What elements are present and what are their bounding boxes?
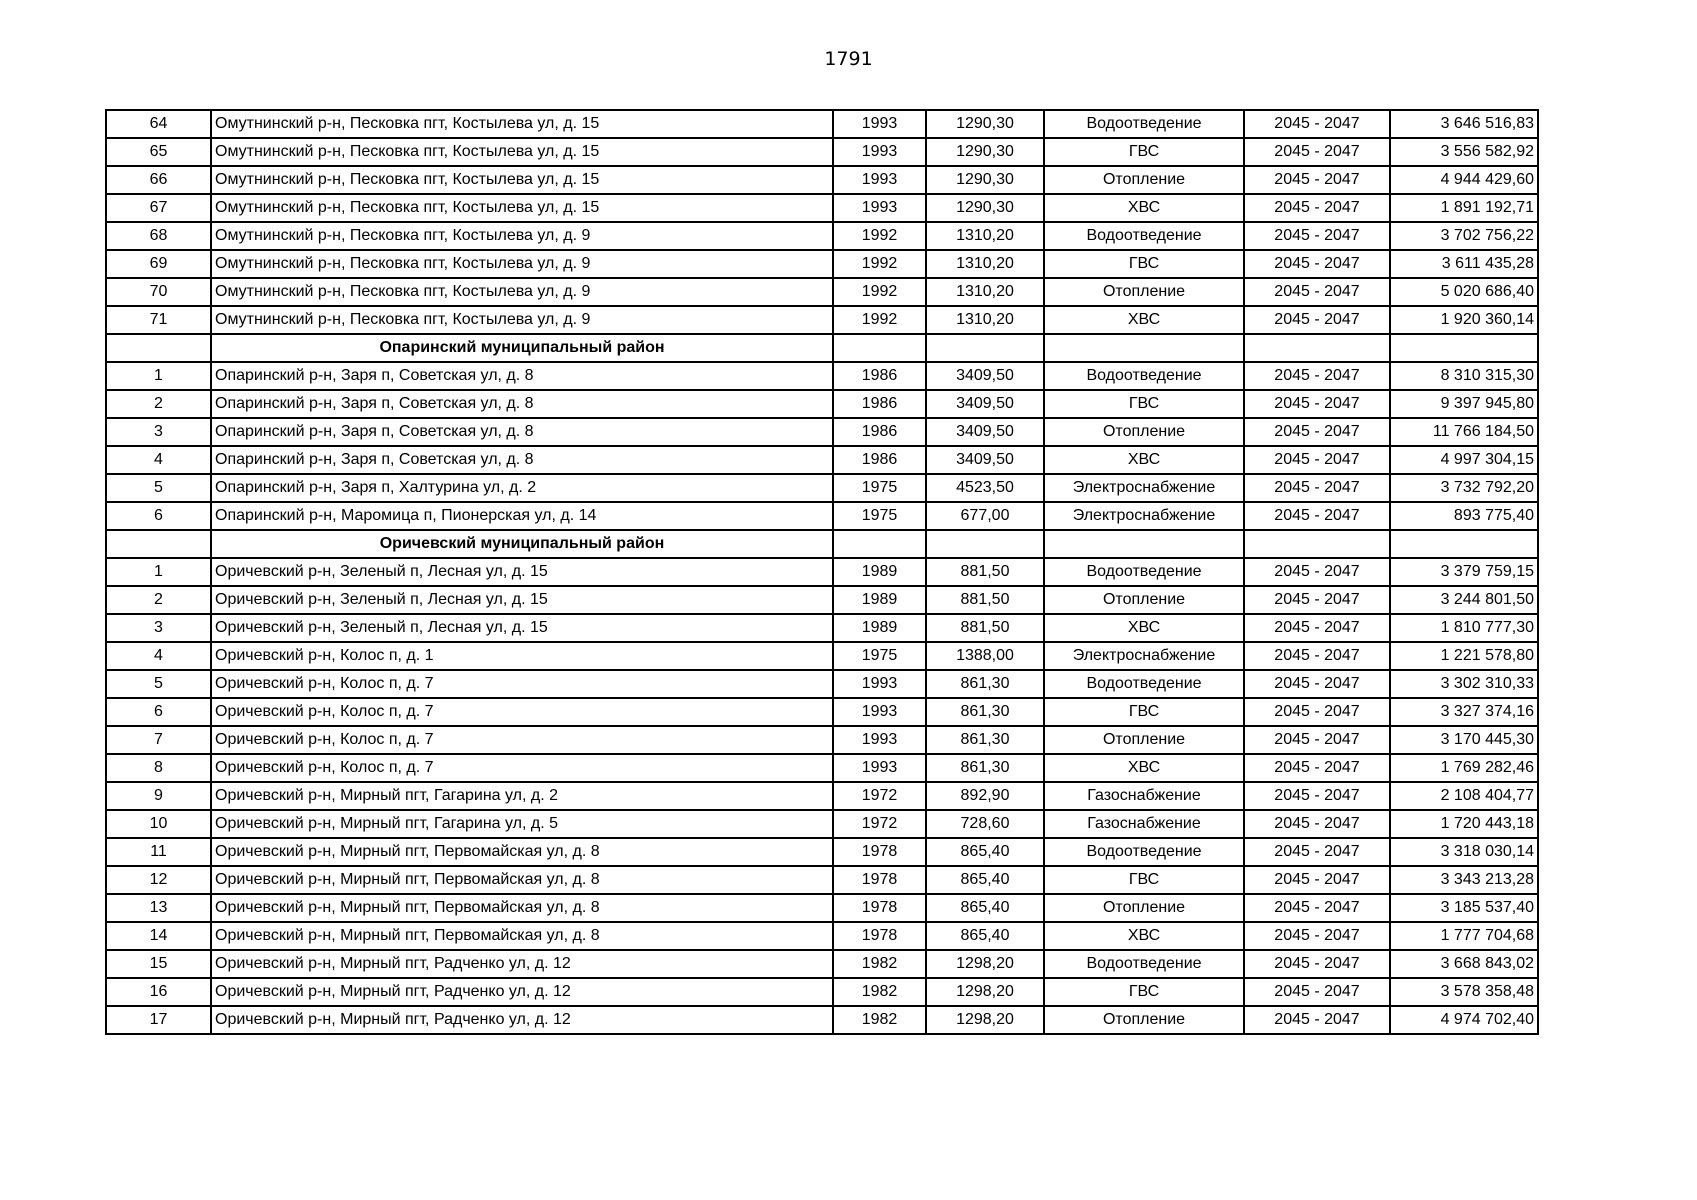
period-cell: 2045 - 2047 — [1244, 894, 1390, 922]
work-type-cell: ГВС — [1044, 138, 1244, 166]
table-row — [106, 558, 1538, 586]
row-number-cell: 5 — [106, 670, 211, 698]
address-cell: Омутнинский р-н, Песковка пгт, Костылева ул, д. 9 — [211, 222, 833, 250]
area-cell: 728,60 — [926, 810, 1044, 838]
row-number-cell: 15 — [106, 950, 211, 978]
cost-cell: 2 108 404,77 — [1390, 782, 1538, 810]
cost-cell: 3 646 516,83 — [1390, 110, 1538, 138]
address-cell: Оричевский р-н, Колос п, д. 7 — [211, 754, 833, 782]
row-number-cell: 2 — [106, 586, 211, 614]
table-row — [106, 166, 1538, 194]
work-type-cell: Отопление — [1044, 1006, 1244, 1034]
page-number: 1791 — [824, 48, 873, 70]
year-cell: 1972 — [833, 810, 926, 838]
period-cell: 2045 - 2047 — [1244, 502, 1390, 530]
address-cell: Оричевский р-н, Мирный пгт, Первомайская ул, д. 8 — [211, 922, 833, 950]
row-number-cell: 16 — [106, 978, 211, 1006]
address-cell: Омутнинский р-н, Песковка пгт, Костылева ул, д. 15 — [211, 194, 833, 222]
cost-cell: 3 318 030,14 — [1390, 838, 1538, 866]
table-row — [106, 614, 1538, 642]
work-type-cell: ХВС — [1044, 446, 1244, 474]
area-cell: 861,30 — [926, 670, 1044, 698]
table-row — [106, 222, 1538, 250]
work-type-cell: Газоснабжение — [1044, 810, 1244, 838]
year-cell: 1992 — [833, 278, 926, 306]
address-cell: Оричевский р-н, Зеленый п, Лесная ул, д. 15 — [211, 586, 833, 614]
address-cell: Оричевский р-н, Колос п, д. 7 — [211, 726, 833, 754]
year-cell: 1993 — [833, 698, 926, 726]
address-cell: Оричевский р-н, Мирный пгт, Первомайская ул, д. 8 — [211, 866, 833, 894]
row-number-cell: 65 — [106, 138, 211, 166]
period-cell: 2045 - 2047 — [1244, 866, 1390, 894]
table-row — [106, 1006, 1538, 1034]
row-number-cell: 69 — [106, 250, 211, 278]
work-type-cell: ХВС — [1044, 614, 1244, 642]
row-number-cell: 10 — [106, 810, 211, 838]
address-cell: Оричевский р-н, Зеленый п, Лесная ул, д. 15 — [211, 558, 833, 586]
row-number-cell — [106, 334, 211, 362]
year-cell: 1972 — [833, 782, 926, 810]
table-row — [106, 894, 1538, 922]
cost-cell: 3 556 582,92 — [1390, 138, 1538, 166]
cost-cell: 893 775,40 — [1390, 502, 1538, 530]
address-cell: Оричевский р-н, Колос п, д. 7 — [211, 698, 833, 726]
address-cell: Опаринский р-н, Заря п, Советская ул, д. 8 — [211, 446, 833, 474]
area-cell: 1298,20 — [926, 950, 1044, 978]
address-cell: Оричевский р-н, Мирный пгт, Первомайская ул, д. 8 — [211, 894, 833, 922]
row-number-cell: 6 — [106, 502, 211, 530]
row-number-cell: 8 — [106, 754, 211, 782]
period-cell: 2045 - 2047 — [1244, 418, 1390, 446]
year-cell: 1993 — [833, 110, 926, 138]
address-cell: Омутнинский р-н, Песковка пгт, Костылева ул, д. 15 — [211, 138, 833, 166]
address-cell: Оричевский р-н, Колос п, д. 1 — [211, 642, 833, 670]
register-body — [106, 110, 1538, 1034]
year-cell: 1993 — [833, 194, 926, 222]
row-number-cell: 3 — [106, 418, 211, 446]
work-type-cell: Отопление — [1044, 586, 1244, 614]
cost-cell: 3 702 756,22 — [1390, 222, 1538, 250]
year-cell: 1982 — [833, 1006, 926, 1034]
table-row — [106, 110, 1538, 138]
cost-cell: 3 244 801,50 — [1390, 586, 1538, 614]
row-number-cell: 12 — [106, 866, 211, 894]
address-cell: Омутнинский р-н, Песковка пгт, Костылева ул, д. 9 — [211, 278, 833, 306]
table-row — [106, 586, 1538, 614]
area-cell: 865,40 — [926, 894, 1044, 922]
area-cell: 1290,30 — [926, 194, 1044, 222]
cost-cell: 3 302 310,33 — [1390, 670, 1538, 698]
district-title-cell: Опаринский муниципальный район — [211, 334, 833, 362]
row-number-cell: 17 — [106, 1006, 211, 1034]
area-cell: 3409,50 — [926, 446, 1044, 474]
row-number-cell: 3 — [106, 614, 211, 642]
period-cell: 2045 - 2047 — [1244, 166, 1390, 194]
table-row — [106, 474, 1538, 502]
year-cell: 1989 — [833, 558, 926, 586]
area-cell: 1290,30 — [926, 166, 1044, 194]
address-cell: Опаринский р-н, Маромица п, Пионерская ул, д. 14 — [211, 502, 833, 530]
area-cell: 861,30 — [926, 726, 1044, 754]
cost-cell: 1 221 578,80 — [1390, 642, 1538, 670]
year-cell: 1975 — [833, 642, 926, 670]
cost-cell: 3 578 358,48 — [1390, 978, 1538, 1006]
area-cell: 861,30 — [926, 698, 1044, 726]
area-cell: 3409,50 — [926, 418, 1044, 446]
area-cell: 3409,50 — [926, 390, 1044, 418]
work-type-cell: Отопление — [1044, 166, 1244, 194]
work-type-cell: ХВС — [1044, 754, 1244, 782]
work-type-cell — [1044, 530, 1244, 558]
row-number-cell: 4 — [106, 642, 211, 670]
area-cell: 881,50 — [926, 586, 1044, 614]
row-number-cell: 4 — [106, 446, 211, 474]
area-cell: 677,00 — [926, 502, 1044, 530]
table-row — [106, 390, 1538, 418]
area-cell: 1298,20 — [926, 978, 1044, 1006]
year-cell: 1993 — [833, 166, 926, 194]
area-cell: 865,40 — [926, 922, 1044, 950]
cost-cell: 3 611 435,28 — [1390, 250, 1538, 278]
row-number-cell: 13 — [106, 894, 211, 922]
address-cell: Омутнинский р-н, Песковка пгт, Костылева ул, д. 15 — [211, 110, 833, 138]
year-cell: 1992 — [833, 306, 926, 334]
cost-cell: 11 766 184,50 — [1390, 418, 1538, 446]
district-title-cell: Оричевский муниципальный район — [211, 530, 833, 558]
cost-cell: 3 327 374,16 — [1390, 698, 1538, 726]
area-cell: 865,40 — [926, 838, 1044, 866]
cost-cell: 1 720 443,18 — [1390, 810, 1538, 838]
row-number-cell: 64 — [106, 110, 211, 138]
period-cell: 2045 - 2047 — [1244, 698, 1390, 726]
row-number-cell: 7 — [106, 726, 211, 754]
period-cell: 2045 - 2047 — [1244, 1006, 1390, 1034]
work-type-cell — [1044, 334, 1244, 362]
period-cell: 2045 - 2047 — [1244, 838, 1390, 866]
work-type-cell: Отопление — [1044, 418, 1244, 446]
table-row — [106, 922, 1538, 950]
row-number-cell: 1 — [106, 362, 211, 390]
work-type-cell: Водоотведение — [1044, 362, 1244, 390]
table-row — [106, 978, 1538, 1006]
period-cell: 2045 - 2047 — [1244, 950, 1390, 978]
area-cell: 1310,20 — [926, 222, 1044, 250]
table-row — [106, 726, 1538, 754]
cost-cell: 3 170 445,30 — [1390, 726, 1538, 754]
year-cell: 1992 — [833, 222, 926, 250]
row-number-cell: 66 — [106, 166, 211, 194]
address-cell: Оричевский р-н, Мирный пгт, Радченко ул, д. 12 — [211, 950, 833, 978]
work-type-cell: Отопление — [1044, 278, 1244, 306]
area-cell: 1290,30 — [926, 138, 1044, 166]
table-row — [106, 866, 1538, 894]
area-cell: 892,90 — [926, 782, 1044, 810]
area-cell: 1290,30 — [926, 110, 1044, 138]
table-row — [106, 838, 1538, 866]
cost-cell: 3 732 792,20 — [1390, 474, 1538, 502]
address-cell: Опаринский р-н, Заря п, Советская ул, д. 8 — [211, 362, 833, 390]
work-type-cell: Водоотведение — [1044, 222, 1244, 250]
cost-cell: 1 769 282,46 — [1390, 754, 1538, 782]
cost-cell: 1 920 360,14 — [1390, 306, 1538, 334]
period-cell: 2045 - 2047 — [1244, 586, 1390, 614]
cost-cell: 4 944 429,60 — [1390, 166, 1538, 194]
area-cell: 881,50 — [926, 558, 1044, 586]
address-cell: Опаринский р-н, Заря п, Советская ул, д. 8 — [211, 390, 833, 418]
row-number-cell: 14 — [106, 922, 211, 950]
address-cell: Оричевский р-н, Мирный пгт, Гагарина ул, д. 2 — [211, 782, 833, 810]
year-cell: 1978 — [833, 894, 926, 922]
cost-cell: 1 777 704,68 — [1390, 922, 1538, 950]
year-cell: 1993 — [833, 754, 926, 782]
table-row — [106, 502, 1538, 530]
cost-cell: 9 397 945,80 — [1390, 390, 1538, 418]
cost-cell: 3 379 759,15 — [1390, 558, 1538, 586]
period-cell: 2045 - 2047 — [1244, 306, 1390, 334]
address-cell: Опаринский р-н, Заря п, Халтурина ул, д. 2 — [211, 474, 833, 502]
period-cell: 2045 - 2047 — [1244, 278, 1390, 306]
year-cell — [833, 530, 926, 558]
row-number-cell: 6 — [106, 698, 211, 726]
row-number-cell: 67 — [106, 194, 211, 222]
period-cell: 2045 - 2047 — [1244, 726, 1390, 754]
area-cell: 1388,00 — [926, 642, 1044, 670]
row-number-cell: 1 — [106, 558, 211, 586]
address-cell: Оричевский р-н, Колос п, д. 7 — [211, 670, 833, 698]
row-number-cell: 11 — [106, 838, 211, 866]
cost-cell: 8 310 315,30 — [1390, 362, 1538, 390]
period-cell: 2045 - 2047 — [1244, 390, 1390, 418]
period-cell: 2045 - 2047 — [1244, 250, 1390, 278]
year-cell — [833, 334, 926, 362]
address-cell: Омутнинский р-н, Песковка пгт, Костылева ул, д. 9 — [211, 306, 833, 334]
row-number-cell: 70 — [106, 278, 211, 306]
year-cell: 1982 — [833, 950, 926, 978]
section-header-row — [106, 334, 1538, 362]
address-cell: Омутнинский р-н, Песковка пгт, Костылева ул, д. 9 — [211, 250, 833, 278]
table-row — [106, 698, 1538, 726]
work-type-cell: Электроснабжение — [1044, 474, 1244, 502]
area-cell: 1310,20 — [926, 278, 1044, 306]
area-cell: 861,30 — [926, 754, 1044, 782]
address-cell: Оричевский р-н, Мирный пгт, Радченко ул, д. 12 — [211, 1006, 833, 1034]
address-cell: Омутнинский р-н, Песковка пгт, Костылева ул, д. 15 — [211, 166, 833, 194]
cost-cell: 5 020 686,40 — [1390, 278, 1538, 306]
table-row — [106, 446, 1538, 474]
period-cell: 2045 - 2047 — [1244, 642, 1390, 670]
period-cell: 2045 - 2047 — [1244, 614, 1390, 642]
period-cell: 2045 - 2047 — [1244, 222, 1390, 250]
table-row — [106, 670, 1538, 698]
year-cell: 1986 — [833, 362, 926, 390]
cost-cell: 3 185 537,40 — [1390, 894, 1538, 922]
period-cell: 2045 - 2047 — [1244, 194, 1390, 222]
area-cell: 3409,50 — [926, 362, 1044, 390]
table-row — [106, 950, 1538, 978]
period-cell: 2045 - 2047 — [1244, 110, 1390, 138]
period-cell: 2045 - 2047 — [1244, 922, 1390, 950]
period-cell: 2045 - 2047 — [1244, 558, 1390, 586]
cost-cell: 1 810 777,30 — [1390, 614, 1538, 642]
work-type-cell: ГВС — [1044, 390, 1244, 418]
area-cell: 1310,20 — [926, 306, 1044, 334]
table-row — [106, 642, 1538, 670]
year-cell: 1993 — [833, 726, 926, 754]
year-cell: 1989 — [833, 614, 926, 642]
work-type-cell: ХВС — [1044, 922, 1244, 950]
period-cell: 2045 - 2047 — [1244, 782, 1390, 810]
work-type-cell: ХВС — [1044, 306, 1244, 334]
year-cell: 1975 — [833, 474, 926, 502]
period-cell: 2045 - 2047 — [1244, 362, 1390, 390]
table-row — [106, 194, 1538, 222]
year-cell: 1986 — [833, 390, 926, 418]
cost-cell: 1 891 192,71 — [1390, 194, 1538, 222]
work-type-cell: Водоотведение — [1044, 558, 1244, 586]
area-cell: 1298,20 — [926, 1006, 1044, 1034]
area-cell: 1310,20 — [926, 250, 1044, 278]
period-cell: 2045 - 2047 — [1244, 474, 1390, 502]
work-type-cell: Водоотведение — [1044, 838, 1244, 866]
work-type-cell: Отопление — [1044, 726, 1244, 754]
row-number-cell — [106, 530, 211, 558]
address-cell: Оричевский р-н, Мирный пгт, Гагарина ул, д. 5 — [211, 810, 833, 838]
period-cell — [1244, 334, 1390, 362]
area-cell: 4523,50 — [926, 474, 1044, 502]
row-number-cell: 9 — [106, 782, 211, 810]
cost-cell: 4 997 304,15 — [1390, 446, 1538, 474]
year-cell: 1978 — [833, 866, 926, 894]
work-type-cell: Отопление — [1044, 894, 1244, 922]
year-cell: 1978 — [833, 922, 926, 950]
table-row — [106, 418, 1538, 446]
address-cell: Оричевский р-н, Мирный пгт, Радченко ул, д. 12 — [211, 978, 833, 1006]
table-row — [106, 138, 1538, 166]
address-cell: Опаринский р-н, Заря п, Советская ул, д. 8 — [211, 418, 833, 446]
period-cell — [1244, 530, 1390, 558]
table-row — [106, 278, 1538, 306]
year-cell: 1975 — [833, 502, 926, 530]
area-cell: 865,40 — [926, 866, 1044, 894]
register-table — [105, 109, 1539, 1035]
address-cell: Оричевский р-н, Мирный пгт, Первомайская ул, д. 8 — [211, 838, 833, 866]
cost-cell: 3 343 213,28 — [1390, 866, 1538, 894]
year-cell: 1993 — [833, 670, 926, 698]
table-row — [106, 362, 1538, 390]
work-type-cell: ГВС — [1044, 698, 1244, 726]
work-type-cell: ГВС — [1044, 978, 1244, 1006]
work-type-cell: ГВС — [1044, 250, 1244, 278]
work-type-cell: Электроснабжение — [1044, 502, 1244, 530]
year-cell: 1986 — [833, 446, 926, 474]
section-header-row — [106, 530, 1538, 558]
area-cell: 881,50 — [926, 614, 1044, 642]
area-cell — [926, 530, 1044, 558]
work-type-cell: ХВС — [1044, 194, 1244, 222]
area-cell — [926, 334, 1044, 362]
row-number-cell: 71 — [106, 306, 211, 334]
cost-cell: 4 974 702,40 — [1390, 1006, 1538, 1034]
cost-cell — [1390, 530, 1538, 558]
period-cell: 2045 - 2047 — [1244, 754, 1390, 782]
work-type-cell: Водоотведение — [1044, 950, 1244, 978]
address-cell: Оричевский р-н, Зеленый п, Лесная ул, д. 15 — [211, 614, 833, 642]
year-cell: 1986 — [833, 418, 926, 446]
row-number-cell: 2 — [106, 390, 211, 418]
table-row — [106, 754, 1538, 782]
work-type-cell: Водоотведение — [1044, 670, 1244, 698]
period-cell: 2045 - 2047 — [1244, 810, 1390, 838]
table-row — [106, 250, 1538, 278]
row-number-cell: 68 — [106, 222, 211, 250]
row-number-cell: 5 — [106, 474, 211, 502]
cost-cell — [1390, 334, 1538, 362]
year-cell: 1992 — [833, 250, 926, 278]
work-type-cell: ГВС — [1044, 866, 1244, 894]
period-cell: 2045 - 2047 — [1244, 978, 1390, 1006]
period-cell: 2045 - 2047 — [1244, 446, 1390, 474]
table-row — [106, 810, 1538, 838]
year-cell: 1982 — [833, 978, 926, 1006]
table-row — [106, 782, 1538, 810]
year-cell: 1993 — [833, 138, 926, 166]
year-cell: 1978 — [833, 838, 926, 866]
year-cell: 1989 — [833, 586, 926, 614]
work-type-cell: Газоснабжение — [1044, 782, 1244, 810]
period-cell: 2045 - 2047 — [1244, 670, 1390, 698]
work-type-cell: Электроснабжение — [1044, 642, 1244, 670]
cost-cell: 3 668 843,02 — [1390, 950, 1538, 978]
work-type-cell: Водоотведение — [1044, 110, 1244, 138]
table-row — [106, 306, 1538, 334]
period-cell: 2045 - 2047 — [1244, 138, 1390, 166]
